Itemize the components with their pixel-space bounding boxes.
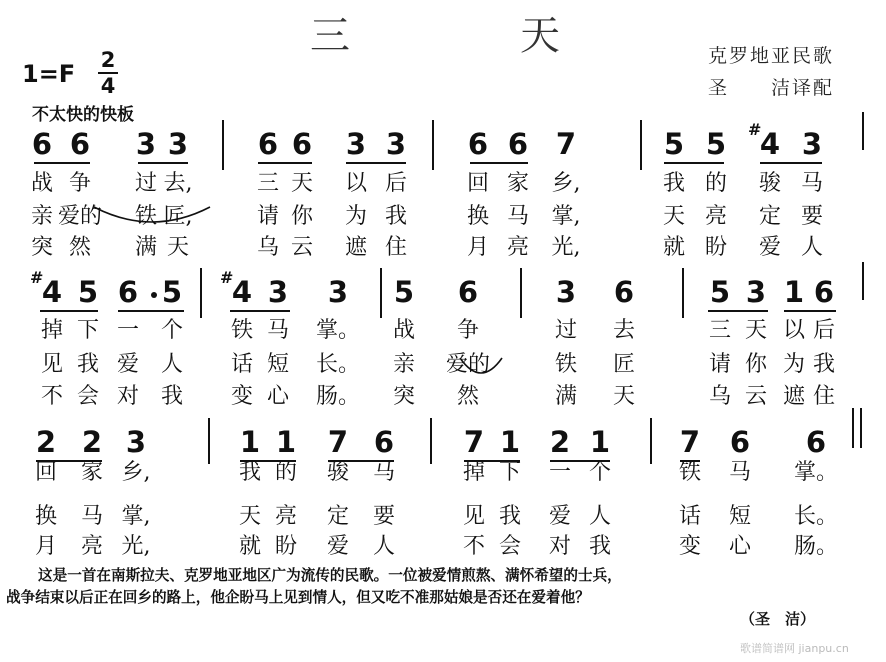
lyric-verse-3: 我 <box>588 534 612 559</box>
lyric-verse-2: 为 <box>782 352 806 377</box>
lyric-verse-3: 就 <box>662 235 686 260</box>
lyric-verse-3: 爱 <box>758 235 782 260</box>
song-notes-line-2: 战争结束以后正在回乡的路上，他企盼马上见到情人，但又吃不准那姑娘是否还在爱着他？ <box>6 589 590 606</box>
lyric-verse-1: 天 <box>290 171 314 196</box>
note: 6 <box>291 127 313 161</box>
note: 2 <box>35 425 57 459</box>
lyric-verse-1: 后 <box>384 171 408 196</box>
lyric-verse-2: 马 <box>80 504 104 529</box>
lyric-verse-3: 亮 <box>80 534 104 559</box>
lyric-verse-2: 要 <box>800 204 824 229</box>
lyric-verse-3: 住 <box>812 384 836 409</box>
note: 3 <box>345 127 367 161</box>
lyric-verse-2: 见 <box>40 352 64 377</box>
note: 7 <box>679 425 701 459</box>
underline-beam <box>118 310 184 312</box>
lyric-verse-3: 天 <box>612 384 636 409</box>
note: 6 <box>257 127 279 161</box>
lyric-verse-3: 满 <box>554 384 578 409</box>
lyric-verse-1: 一 <box>116 318 140 343</box>
lyric-verse-3: 对 <box>548 534 572 559</box>
bar-line <box>860 408 862 448</box>
lyric-verse-1: 过 <box>554 318 578 343</box>
bar-line <box>380 268 382 318</box>
note: 7 <box>463 425 485 459</box>
lyric-verse-2: 爱 <box>116 352 140 377</box>
lyric-verse-1: 三 <box>256 171 280 196</box>
lyric-verse-1: 掉 <box>40 318 64 343</box>
lyric-verse-3: 月 <box>34 534 58 559</box>
note: 6 <box>729 425 751 459</box>
note: 7 <box>555 127 577 161</box>
dotted-note-dot <box>151 292 157 298</box>
lyric-verse-2: 我 <box>812 352 836 377</box>
lyric-verse-2: 爱的 <box>445 352 491 377</box>
lyric-verse-3: 遮 <box>344 235 368 260</box>
song-title <box>310 4 560 61</box>
lyric-verse-1: 争 <box>456 318 480 343</box>
lyric-verse-3: 不 <box>40 384 64 409</box>
lyric-verse-3: 肠。 <box>793 534 839 559</box>
lyric-verse-3: 盼 <box>704 235 728 260</box>
lyric-verse-1: 我 <box>662 171 686 196</box>
note: 1 <box>589 425 611 459</box>
note: 6 <box>457 275 479 309</box>
time-denominator: 4 <box>100 74 116 98</box>
lyric-verse-3: 变 <box>678 534 702 559</box>
lyric-verse-2: 爱的 <box>57 204 103 229</box>
lyric-verse-2: 亲 <box>392 352 416 377</box>
translator-credit: 圣 洁译配 <box>708 77 835 99</box>
lyric-verse-2: 换 <box>466 204 490 229</box>
lyric-verse-3: 突 <box>30 235 54 260</box>
lyric-verse-1: 掉 <box>462 460 486 485</box>
lyric-verse-2: 长。 <box>793 504 839 529</box>
sharp-sign: # <box>220 268 234 287</box>
note: 3 <box>125 425 147 459</box>
lyric-verse-2: 要 <box>372 504 396 529</box>
lyric-verse-1: 的 <box>704 171 728 196</box>
lyric-verse-2: 亮 <box>704 204 728 229</box>
lyric-verse-1: 铁 <box>230 318 254 343</box>
lyric-verse-3: 会 <box>498 534 522 559</box>
lyric-verse-3: 天 <box>166 235 190 260</box>
lyric-verse-2: 换 <box>34 504 58 529</box>
lyric-verse-1: 回 <box>34 460 58 485</box>
lyric-verse-1: 个 <box>588 460 612 485</box>
note: 3 <box>385 127 407 161</box>
note: 1 <box>275 425 297 459</box>
song-notes <box>0 565 886 609</box>
lyric-verse-2: 天 <box>238 504 262 529</box>
note: 6 <box>467 127 489 161</box>
note: 4 <box>231 275 253 309</box>
lyric-verse-1: 以 <box>344 171 368 196</box>
lyric-verse-1: 战 <box>392 318 416 343</box>
lyric-verse-2: 我 <box>498 504 522 529</box>
tempo-marking: 不太快的快板 <box>32 105 134 125</box>
note: 3 <box>555 275 577 309</box>
underline-beam <box>328 460 394 462</box>
underline-beam <box>664 162 724 164</box>
note: 6 <box>613 275 635 309</box>
underline-beam <box>708 310 768 312</box>
lyric-verse-1: 下 <box>76 318 100 343</box>
underline-beam <box>40 310 98 312</box>
lyric-verse-1: 马 <box>728 460 752 485</box>
lyric-verse-1: 骏 <box>758 171 782 196</box>
lyric-verse-1: 以 <box>782 318 806 343</box>
lyric-verse-2: 亲 <box>30 204 54 229</box>
note: 2 <box>81 425 103 459</box>
bar-line <box>430 418 432 464</box>
note: 6 <box>805 425 827 459</box>
bar-line <box>682 268 684 318</box>
lyric-verse-1: 马 <box>266 318 290 343</box>
time-signature <box>96 48 120 98</box>
lyric-verse-2: 定 <box>326 504 350 529</box>
lyric-verse-3: 突 <box>392 384 416 409</box>
lyric-verse-2: 你 <box>290 204 314 229</box>
lyric-verse-3: 心 <box>266 384 290 409</box>
lyric-verse-3: 对 <box>116 384 140 409</box>
lyric-verse-1: 马 <box>800 171 824 196</box>
lyric-verse-3: 然 <box>68 235 92 260</box>
lyric-verse-3: 月 <box>466 235 490 260</box>
lyric-slur <box>92 203 212 227</box>
lyric-verse-1: 去 <box>612 318 636 343</box>
lyric-verse-3: 变 <box>230 384 254 409</box>
underline-beam <box>138 162 188 164</box>
note: 2 <box>549 425 571 459</box>
lyric-verse-2: 你 <box>744 352 768 377</box>
lyric-verse-2: 话 <box>230 352 254 377</box>
title-char-2: 天 <box>520 13 560 59</box>
lyric-verse-1: 骏 <box>326 460 350 485</box>
note: 3 <box>267 275 289 309</box>
lyric-verse-3: 会 <box>76 384 100 409</box>
note: 5 <box>161 275 183 309</box>
lyric-verse-2: 掌, <box>551 204 581 229</box>
bar-line <box>432 120 434 170</box>
lyric-verse-1: 过 <box>134 171 158 196</box>
lyric-verse-1: 马 <box>372 460 396 485</box>
lyric-verse-2: 爱 <box>548 504 572 529</box>
lyric-verse-1: 家 <box>506 171 530 196</box>
note: 3 <box>167 127 189 161</box>
lyric-verse-2: 话 <box>678 504 702 529</box>
lyric-verse-2: 短 <box>728 504 752 529</box>
lyric-verse-1: 我 <box>238 460 262 485</box>
lyric-verse-1: 乡, <box>121 460 151 485</box>
credits <box>708 40 834 104</box>
lyric-verse-2: 马 <box>506 204 530 229</box>
note: 5 <box>393 275 415 309</box>
note: 3 <box>327 275 349 309</box>
note: 5 <box>663 127 685 161</box>
title-char-1: 三 <box>310 13 350 59</box>
lyric-verse-3: 爱 <box>326 534 350 559</box>
bar-line <box>852 408 854 448</box>
note: 3 <box>135 127 157 161</box>
underline-beam <box>34 162 90 164</box>
lyric-verse-1: 争 <box>68 171 92 196</box>
lyric-verse-1: 回 <box>466 171 490 196</box>
lyric-verse-1: 战 <box>30 171 54 196</box>
signature: （圣 洁） <box>740 610 816 628</box>
lyric-verse-1: 一 <box>548 460 572 485</box>
lyric-verse-3: 住 <box>384 235 408 260</box>
key-signature: 1=F <box>22 60 76 88</box>
note: 5 <box>77 275 99 309</box>
lyric-verse-2: 定 <box>758 204 782 229</box>
lyric-verse-3: 云 <box>290 235 314 260</box>
note: 3 <box>745 275 767 309</box>
lyric-verse-2: 见 <box>462 504 486 529</box>
lyric-verse-1: 铁 <box>678 460 702 485</box>
lyric-verse-2: 铁 <box>554 352 578 377</box>
lyric-verse-2: 亮 <box>274 504 298 529</box>
note: 4 <box>41 275 63 309</box>
underline-beam <box>470 162 528 164</box>
lyric-verse-2: 我 <box>76 352 100 377</box>
lyric-verse-1: 个 <box>160 318 184 343</box>
sharp-sign: # <box>30 268 44 287</box>
lyric-verse-1: 去, <box>163 171 193 196</box>
lyric-verse-1: 下 <box>498 460 522 485</box>
note: 1 <box>499 425 521 459</box>
lyric-verse-1: 掌。 <box>793 460 839 485</box>
lyric-verse-3: 然 <box>456 384 480 409</box>
watermark: 歌谱简谱网 jianpu.cn <box>740 642 849 655</box>
lyric-verse-3: 乌 <box>708 384 732 409</box>
lyric-verse-2: 请 <box>708 352 732 377</box>
lyric-verse-3: 满 <box>134 235 158 260</box>
lyric-verse-3: 乌 <box>256 235 280 260</box>
note: 5 <box>709 275 731 309</box>
lyric-verse-2: 天 <box>662 204 686 229</box>
lyric-verse-2: 我 <box>384 204 408 229</box>
lyric-verse-3: 亮 <box>506 235 530 260</box>
lyric-verse-2: 为 <box>344 204 368 229</box>
bar-line <box>208 418 210 464</box>
lyric-slur <box>458 354 504 378</box>
underline-beam <box>680 460 700 462</box>
bar-line <box>862 262 864 300</box>
underline-beam <box>230 310 290 312</box>
bar-line <box>520 268 522 318</box>
lyric-verse-2: 短 <box>266 352 290 377</box>
underline-beam <box>760 162 822 164</box>
bar-line <box>862 112 864 150</box>
note: 6 <box>373 425 395 459</box>
lyric-verse-1: 三 <box>708 318 732 343</box>
lyric-verse-1: 天 <box>744 318 768 343</box>
note: 6 <box>31 127 53 161</box>
bar-line <box>222 120 224 170</box>
note: 3 <box>801 127 823 161</box>
lyric-verse-3: 不 <box>462 534 486 559</box>
bar-line <box>640 120 642 170</box>
underline-beam <box>550 460 610 462</box>
underline-beam <box>240 460 296 462</box>
underline-beam <box>346 162 406 164</box>
lyric-verse-3: 光, <box>551 235 581 260</box>
note: 1 <box>239 425 261 459</box>
note: 6 <box>813 275 835 309</box>
lyric-verse-3: 就 <box>238 534 262 559</box>
lyric-verse-3: 盼 <box>274 534 298 559</box>
lyric-verse-1: 家 <box>80 460 104 485</box>
lyric-verse-2: 掌, <box>121 504 151 529</box>
lyric-verse-3: 云 <box>744 384 768 409</box>
lyric-verse-1: 乡, <box>551 171 581 196</box>
underline-beam <box>36 460 102 462</box>
note: 6 <box>507 127 529 161</box>
lyric-verse-2: 请 <box>256 204 280 229</box>
lyric-verse-2: 长。 <box>315 352 361 377</box>
sharp-sign: # <box>748 120 762 139</box>
lyric-verse-2: 铁 <box>134 204 158 229</box>
lyric-verse-3: 肠。 <box>315 384 361 409</box>
lyric-verse-3: 我 <box>160 384 184 409</box>
lyric-verse-1: 后 <box>812 318 836 343</box>
note: 1 <box>783 275 805 309</box>
underline-beam <box>784 310 836 312</box>
lyric-verse-2: 匠, <box>163 204 193 229</box>
lyric-verse-2: 人 <box>160 352 184 377</box>
time-numerator: 2 <box>100 48 116 72</box>
lyric-verse-3: 遮 <box>782 384 806 409</box>
note: 6 <box>69 127 91 161</box>
note: 4 <box>759 127 781 161</box>
note: 6 <box>117 275 139 309</box>
lyric-verse-3: 光, <box>121 534 151 559</box>
note: 7 <box>327 425 349 459</box>
lyric-verse-1: 的 <box>274 460 298 485</box>
lyric-verse-3: 人 <box>372 534 396 559</box>
lyric-verse-1: 掌。 <box>315 318 361 343</box>
note: 5 <box>705 127 727 161</box>
bar-line <box>200 268 202 318</box>
lyric-verse-3: 心 <box>728 534 752 559</box>
bar-line <box>650 418 652 464</box>
lyric-verse-2: 匠 <box>612 352 636 377</box>
underline-beam <box>258 162 312 164</box>
origin-credit: 克罗地亚民歌 <box>708 45 835 67</box>
lyric-verse-3: 人 <box>800 235 824 260</box>
song-notes-line-1: 这是一首在南斯拉夫、克罗地亚地区广为流传的民歌。一位被爱情煎熬、满怀希望的士兵， <box>38 567 622 584</box>
lyric-verse-2: 人 <box>588 504 612 529</box>
underline-beam <box>464 460 520 462</box>
